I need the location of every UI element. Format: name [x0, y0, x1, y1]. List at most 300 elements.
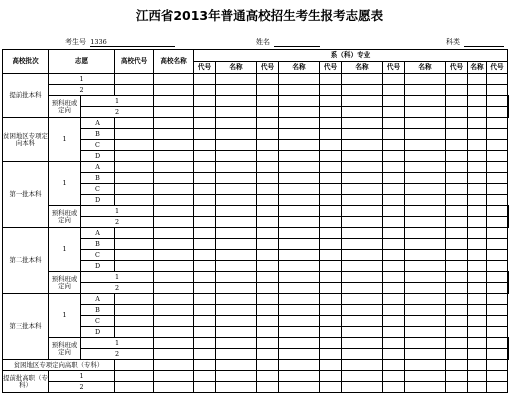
entry-cell[interactable]	[405, 140, 446, 151]
entry-cell[interactable]	[154, 294, 194, 305]
entry-cell[interactable]	[405, 349, 446, 360]
entry-cell[interactable]	[405, 360, 446, 371]
entry-cell[interactable]	[446, 239, 468, 250]
entry-cell[interactable]	[320, 261, 342, 272]
entry-cell[interactable]	[468, 96, 487, 107]
entry-cell[interactable]	[257, 173, 279, 184]
entry-cell[interactable]	[320, 239, 342, 250]
entry-cell[interactable]	[320, 140, 342, 151]
entry-cell[interactable]	[216, 261, 257, 272]
entry-cell[interactable]	[115, 195, 154, 206]
entry-cell[interactable]	[487, 184, 508, 195]
entry-cell[interactable]	[320, 349, 342, 360]
entry-cell[interactable]	[115, 382, 154, 393]
entry-cell[interactable]	[446, 151, 468, 162]
entry-cell[interactable]	[279, 305, 320, 316]
entry-cell[interactable]	[257, 107, 279, 118]
entry-cell[interactable]	[383, 261, 405, 272]
entry-cell[interactable]	[279, 283, 320, 294]
entry-cell[interactable]	[257, 129, 279, 140]
entry-cell[interactable]	[383, 162, 405, 173]
entry-cell[interactable]	[468, 85, 487, 96]
entry-cell[interactable]	[115, 360, 154, 371]
entry-cell[interactable]	[115, 118, 154, 129]
entry-cell[interactable]	[115, 250, 154, 261]
entry-cell[interactable]	[487, 338, 508, 349]
entry-cell[interactable]	[154, 118, 194, 129]
entry-cell[interactable]	[320, 184, 342, 195]
entry-cell[interactable]	[468, 129, 487, 140]
entry-cell[interactable]	[216, 85, 257, 96]
entry-cell[interactable]	[446, 129, 468, 140]
entry-cell[interactable]	[279, 327, 320, 338]
entry-cell[interactable]	[320, 338, 342, 349]
entry-cell[interactable]	[405, 239, 446, 250]
entry-cell[interactable]	[487, 129, 508, 140]
entry-cell[interactable]	[216, 228, 257, 239]
entry-cell[interactable]	[154, 184, 194, 195]
entry-cell[interactable]	[468, 140, 487, 151]
entry-cell[interactable]	[487, 294, 508, 305]
entry-cell[interactable]	[154, 96, 194, 107]
entry-cell[interactable]	[257, 250, 279, 261]
entry-cell[interactable]	[405, 305, 446, 316]
entry-cell[interactable]	[446, 316, 468, 327]
entry-cell[interactable]	[487, 74, 508, 85]
entry-cell[interactable]	[194, 217, 216, 228]
entry-cell[interactable]	[279, 173, 320, 184]
entry-cell[interactable]	[279, 195, 320, 206]
entry-cell[interactable]	[154, 327, 194, 338]
entry-cell[interactable]	[194, 283, 216, 294]
entry-cell[interactable]	[320, 107, 342, 118]
entry-cell[interactable]	[446, 250, 468, 261]
entry-cell[interactable]	[487, 162, 508, 173]
entry-cell[interactable]	[216, 195, 257, 206]
entry-cell[interactable]	[383, 195, 405, 206]
entry-cell[interactable]	[320, 217, 342, 228]
entry-cell[interactable]	[154, 74, 194, 85]
entry-cell[interactable]	[468, 305, 487, 316]
entry-cell[interactable]	[405, 217, 446, 228]
entry-cell[interactable]	[468, 272, 487, 283]
entry-cell[interactable]	[487, 371, 508, 382]
entry-cell[interactable]	[383, 338, 405, 349]
entry-cell[interactable]	[154, 228, 194, 239]
entry-cell[interactable]	[154, 195, 194, 206]
entry-cell[interactable]	[279, 250, 320, 261]
entry-cell[interactable]	[154, 140, 194, 151]
entry-cell[interactable]	[446, 96, 468, 107]
entry-cell[interactable]	[405, 382, 446, 393]
entry-cell[interactable]	[154, 338, 194, 349]
entry-cell[interactable]	[468, 360, 487, 371]
entry-cell[interactable]	[342, 184, 383, 195]
entry-cell[interactable]	[194, 316, 216, 327]
entry-cell[interactable]	[383, 173, 405, 184]
entry-cell[interactable]	[342, 327, 383, 338]
entry-cell[interactable]	[194, 261, 216, 272]
entry-cell[interactable]	[405, 162, 446, 173]
entry-cell[interactable]	[320, 74, 342, 85]
entry-cell[interactable]	[279, 360, 320, 371]
entry-cell[interactable]	[216, 305, 257, 316]
entry-cell[interactable]	[216, 338, 257, 349]
entry-cell[interactable]	[194, 129, 216, 140]
entry-cell[interactable]	[446, 184, 468, 195]
entry-cell[interactable]	[279, 74, 320, 85]
entry-cell[interactable]	[279, 151, 320, 162]
entry-cell[interactable]	[115, 316, 154, 327]
entry-cell[interactable]	[320, 371, 342, 382]
entry-cell[interactable]	[320, 118, 342, 129]
entry-cell[interactable]	[487, 173, 508, 184]
entry-cell[interactable]	[446, 382, 468, 393]
entry-cell[interactable]	[257, 283, 279, 294]
entry-cell[interactable]	[383, 85, 405, 96]
entry-cell[interactable]	[320, 250, 342, 261]
entry-cell[interactable]	[508, 206, 509, 217]
entry-cell[interactable]	[446, 228, 468, 239]
entry-cell[interactable]	[216, 327, 257, 338]
entry-cell[interactable]	[383, 151, 405, 162]
entry-cell[interactable]	[468, 250, 487, 261]
entry-cell[interactable]	[154, 151, 194, 162]
entry-cell[interactable]	[468, 206, 487, 217]
entry-cell[interactable]	[446, 217, 468, 228]
entry-cell[interactable]	[279, 118, 320, 129]
entry-cell[interactable]	[194, 228, 216, 239]
entry-cell[interactable]	[154, 349, 194, 360]
entry-cell[interactable]	[446, 261, 468, 272]
entry-cell[interactable]	[383, 206, 405, 217]
entry-cell[interactable]	[216, 371, 257, 382]
entry-cell[interactable]	[446, 206, 468, 217]
entry-cell[interactable]	[508, 96, 509, 107]
entry-cell[interactable]	[194, 85, 216, 96]
entry-cell[interactable]	[154, 382, 194, 393]
entry-cell[interactable]	[115, 327, 154, 338]
entry-cell[interactable]	[487, 305, 508, 316]
entry-cell[interactable]	[383, 228, 405, 239]
entry-cell[interactable]	[320, 129, 342, 140]
entry-cell[interactable]	[487, 217, 508, 228]
entry-cell[interactable]	[405, 195, 446, 206]
entry-cell[interactable]	[194, 360, 216, 371]
entry-cell[interactable]	[487, 327, 508, 338]
entry-cell[interactable]	[487, 283, 508, 294]
entry-cell[interactable]	[468, 283, 487, 294]
entry-cell[interactable]	[257, 162, 279, 173]
entry-cell[interactable]	[405, 338, 446, 349]
entry-cell[interactable]	[257, 316, 279, 327]
entry-cell[interactable]	[115, 184, 154, 195]
entry-cell[interactable]	[115, 305, 154, 316]
entry-cell[interactable]	[508, 217, 509, 228]
entry-cell[interactable]	[383, 118, 405, 129]
entry-cell[interactable]	[154, 250, 194, 261]
entry-cell[interactable]	[257, 382, 279, 393]
entry-cell[interactable]	[194, 195, 216, 206]
entry-cell[interactable]	[342, 349, 383, 360]
entry-cell[interactable]	[508, 272, 509, 283]
entry-cell[interactable]	[468, 261, 487, 272]
entry-cell[interactable]	[257, 360, 279, 371]
entry-cell[interactable]	[446, 305, 468, 316]
entry-cell[interactable]	[468, 118, 487, 129]
entry-cell[interactable]	[487, 239, 508, 250]
entry-cell[interactable]	[405, 85, 446, 96]
entry-cell[interactable]	[279, 162, 320, 173]
entry-cell[interactable]	[320, 228, 342, 239]
entry-cell[interactable]	[257, 228, 279, 239]
entry-cell[interactable]	[383, 305, 405, 316]
entry-cell[interactable]	[342, 96, 383, 107]
entry-cell[interactable]	[320, 173, 342, 184]
entry-cell[interactable]	[446, 195, 468, 206]
entry-cell[interactable]	[342, 151, 383, 162]
entry-cell[interactable]	[279, 96, 320, 107]
entry-cell[interactable]	[279, 228, 320, 239]
entry-cell[interactable]	[257, 74, 279, 85]
entry-cell[interactable]	[468, 239, 487, 250]
entry-cell[interactable]	[342, 261, 383, 272]
entry-cell[interactable]	[468, 316, 487, 327]
entry-cell[interactable]	[154, 371, 194, 382]
entry-cell[interactable]	[194, 96, 216, 107]
entry-cell[interactable]	[115, 239, 154, 250]
entry-cell[interactable]	[405, 272, 446, 283]
entry-cell[interactable]	[446, 162, 468, 173]
entry-cell[interactable]	[405, 250, 446, 261]
entry-cell[interactable]	[342, 250, 383, 261]
entry-cell[interactable]	[320, 316, 342, 327]
entry-cell[interactable]	[405, 173, 446, 184]
entry-cell[interactable]	[257, 294, 279, 305]
entry-cell[interactable]	[342, 371, 383, 382]
entry-cell[interactable]	[342, 338, 383, 349]
entry-cell[interactable]	[468, 338, 487, 349]
name-input[interactable]	[274, 38, 320, 47]
entry-cell[interactable]	[216, 107, 257, 118]
entry-cell[interactable]	[257, 195, 279, 206]
entry-cell[interactable]	[342, 129, 383, 140]
candidate-number-input[interactable]	[90, 38, 175, 47]
entry-cell[interactable]	[257, 206, 279, 217]
entry-cell[interactable]	[487, 107, 508, 118]
entry-cell[interactable]	[446, 74, 468, 85]
entry-cell[interactable]	[115, 162, 154, 173]
entry-cell[interactable]	[468, 294, 487, 305]
entry-cell[interactable]	[383, 239, 405, 250]
entry-cell[interactable]	[216, 96, 257, 107]
entry-cell[interactable]	[405, 107, 446, 118]
entry-cell[interactable]	[194, 173, 216, 184]
entry-cell[interactable]	[154, 206, 194, 217]
entry-cell[interactable]	[320, 283, 342, 294]
entry-cell[interactable]	[342, 305, 383, 316]
entry-cell[interactable]	[279, 261, 320, 272]
entry-cell[interactable]	[446, 283, 468, 294]
entry-cell[interactable]	[216, 74, 257, 85]
entry-cell[interactable]	[320, 162, 342, 173]
entry-cell[interactable]	[257, 349, 279, 360]
entry-cell[interactable]	[342, 382, 383, 393]
entry-cell[interactable]	[279, 129, 320, 140]
entry-cell[interactable]	[383, 217, 405, 228]
entry-cell[interactable]	[194, 382, 216, 393]
entry-cell[interactable]	[216, 173, 257, 184]
entry-cell[interactable]	[257, 85, 279, 96]
entry-cell[interactable]	[279, 349, 320, 360]
entry-cell[interactable]	[342, 118, 383, 129]
entry-cell[interactable]	[320, 206, 342, 217]
entry-cell[interactable]	[487, 360, 508, 371]
entry-cell[interactable]	[154, 272, 194, 283]
entry-cell[interactable]	[194, 206, 216, 217]
entry-cell[interactable]	[279, 217, 320, 228]
entry-cell[interactable]	[508, 349, 509, 360]
entry-cell[interactable]	[154, 261, 194, 272]
entry-cell[interactable]	[194, 239, 216, 250]
entry-cell[interactable]	[257, 140, 279, 151]
entry-cell[interactable]	[487, 228, 508, 239]
entry-cell[interactable]	[383, 294, 405, 305]
entry-cell[interactable]	[468, 195, 487, 206]
entry-cell[interactable]	[405, 151, 446, 162]
entry-cell[interactable]	[342, 85, 383, 96]
entry-cell[interactable]	[342, 206, 383, 217]
entry-cell[interactable]	[468, 327, 487, 338]
entry-cell[interactable]	[115, 228, 154, 239]
entry-cell[interactable]	[342, 173, 383, 184]
entry-cell[interactable]	[342, 217, 383, 228]
entry-cell[interactable]	[216, 184, 257, 195]
entry-cell[interactable]	[279, 206, 320, 217]
entry-cell[interactable]	[257, 96, 279, 107]
entry-cell[interactable]	[383, 349, 405, 360]
entry-cell[interactable]	[194, 349, 216, 360]
entry-cell[interactable]	[383, 140, 405, 151]
entry-cell[interactable]	[405, 327, 446, 338]
entry-cell[interactable]	[508, 338, 509, 349]
entry-cell[interactable]	[342, 140, 383, 151]
entry-cell[interactable]	[468, 151, 487, 162]
entry-cell[interactable]	[320, 195, 342, 206]
entry-cell[interactable]	[115, 74, 154, 85]
entry-cell[interactable]	[257, 184, 279, 195]
entry-cell[interactable]	[342, 360, 383, 371]
entry-cell[interactable]	[405, 118, 446, 129]
entry-cell[interactable]	[383, 250, 405, 261]
entry-cell[interactable]	[383, 129, 405, 140]
entry-cell[interactable]	[279, 371, 320, 382]
entry-cell[interactable]	[320, 382, 342, 393]
entry-cell[interactable]	[383, 96, 405, 107]
entry-cell[interactable]	[194, 338, 216, 349]
entry-cell[interactable]	[216, 206, 257, 217]
entry-cell[interactable]	[154, 316, 194, 327]
entry-cell[interactable]	[342, 239, 383, 250]
entry-cell[interactable]	[468, 173, 487, 184]
entry-cell[interactable]	[194, 371, 216, 382]
entry-cell[interactable]	[405, 261, 446, 272]
entry-cell[interactable]	[383, 316, 405, 327]
entry-cell[interactable]	[257, 327, 279, 338]
entry-cell[interactable]	[383, 382, 405, 393]
entry-cell[interactable]	[383, 272, 405, 283]
entry-cell[interactable]	[342, 294, 383, 305]
entry-cell[interactable]	[154, 107, 194, 118]
entry-cell[interactable]	[320, 327, 342, 338]
entry-cell[interactable]	[154, 239, 194, 250]
entry-cell[interactable]	[279, 294, 320, 305]
entry-cell[interactable]	[279, 107, 320, 118]
entry-cell[interactable]	[257, 272, 279, 283]
entry-cell[interactable]	[468, 349, 487, 360]
entry-cell[interactable]	[257, 239, 279, 250]
entry-cell[interactable]	[216, 316, 257, 327]
entry-cell[interactable]	[468, 217, 487, 228]
entry-cell[interactable]	[405, 96, 446, 107]
entry-cell[interactable]	[446, 85, 468, 96]
entry-cell[interactable]	[257, 217, 279, 228]
entry-cell[interactable]	[320, 272, 342, 283]
entry-cell[interactable]	[257, 151, 279, 162]
entry-cell[interactable]	[216, 151, 257, 162]
entry-cell[interactable]	[115, 151, 154, 162]
entry-cell[interactable]	[405, 129, 446, 140]
entry-cell[interactable]	[115, 261, 154, 272]
entry-cell[interactable]	[216, 272, 257, 283]
entry-cell[interactable]	[115, 294, 154, 305]
entry-cell[interactable]	[487, 206, 508, 217]
entry-cell[interactable]	[194, 250, 216, 261]
entry-cell[interactable]	[487, 261, 508, 272]
entry-cell[interactable]	[194, 118, 216, 129]
entry-cell[interactable]	[154, 129, 194, 140]
entry-cell[interactable]	[279, 382, 320, 393]
entry-cell[interactable]	[216, 118, 257, 129]
entry-cell[interactable]	[194, 140, 216, 151]
entry-cell[interactable]	[216, 294, 257, 305]
entry-cell[interactable]	[383, 184, 405, 195]
entry-cell[interactable]	[194, 107, 216, 118]
entry-cell[interactable]	[446, 327, 468, 338]
entry-cell[interactable]	[405, 228, 446, 239]
entry-cell[interactable]	[216, 162, 257, 173]
entry-cell[interactable]	[279, 184, 320, 195]
entry-cell[interactable]	[468, 228, 487, 239]
entry-cell[interactable]	[405, 74, 446, 85]
entry-cell[interactable]	[446, 371, 468, 382]
entry-cell[interactable]	[468, 184, 487, 195]
entry-cell[interactable]	[446, 107, 468, 118]
entry-cell[interactable]	[154, 360, 194, 371]
entry-cell[interactable]	[257, 261, 279, 272]
entry-cell[interactable]	[342, 228, 383, 239]
entry-cell[interactable]	[216, 349, 257, 360]
entry-cell[interactable]	[383, 107, 405, 118]
entry-cell[interactable]	[115, 85, 154, 96]
entry-cell[interactable]	[154, 217, 194, 228]
entry-cell[interactable]	[487, 96, 508, 107]
entry-cell[interactable]	[446, 349, 468, 360]
entry-cell[interactable]	[405, 184, 446, 195]
entry-cell[interactable]	[383, 327, 405, 338]
entry-cell[interactable]	[154, 85, 194, 96]
entry-cell[interactable]	[468, 107, 487, 118]
